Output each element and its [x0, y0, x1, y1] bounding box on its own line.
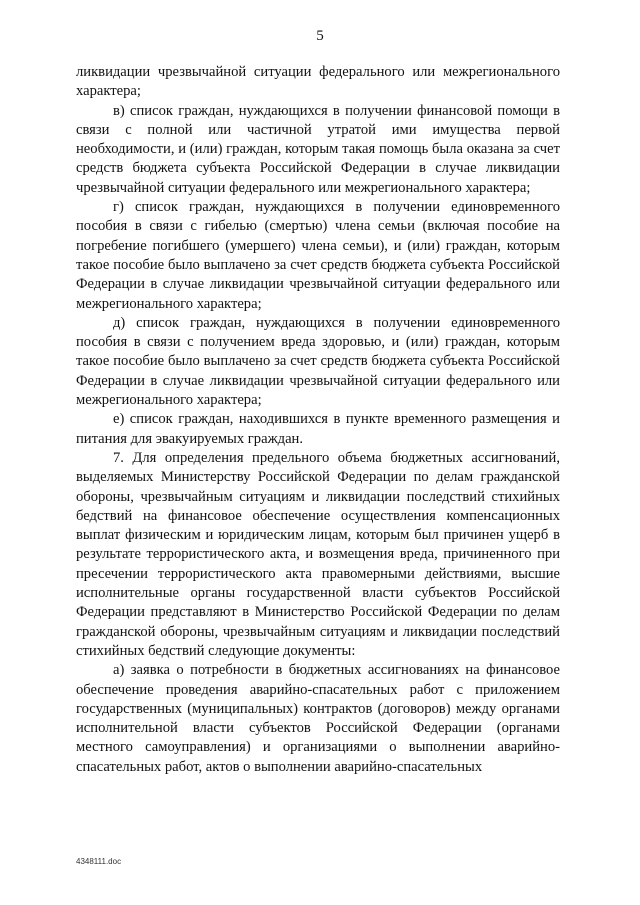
paragraph-item-v: в) список граждан, нуждающихся в получении финансовой помощи в связи с полной или частичной утратой ими имущества первой необходимости, и (или) граждан, которым такая помощь была оказана за счет средств бюджета субъекта Российской Федерации в случае ликвидации чрезвычайной ситуации федерального или межрегионального характера;: [76, 102, 560, 196]
document-body: [76, 63, 560, 777]
document-filename-footer: 4348111.doc: [76, 857, 122, 866]
paragraph-item-g: г) список граждан, нуждающихся в получении единовременного пособия в связи с гибелью (смертью) члена семьи (включая пособие на погребение погибшего (умершего) члена семьи), и (или) граждан, которым такое пособие было выплачено за счет средств бюджета субъекта Российской Федерации в случае ликвидации чрезвычайной ситуации федерального или межрегионального характера;: [76, 199, 560, 312]
paragraph-item-e: е) список граждан, находившихся в пункте временного размещения и питания для эвакуируемых граждан.: [76, 411, 560, 447]
paragraph-item-a: а) заявка о потребности в бюджетных ассигнованиях на финансовое обеспечение проведения аварийно-спасательных работ с приложением государственных (муниципальных) контрактов (договоров) между органами исполнительной власти субъектов Российской Федерации (органами местного самоуправления) и организациями о выполнении аварийно-спасательных работ, актов о выполнении аварийно-спасательных: [76, 662, 560, 775]
paragraph-item-d: д) список граждан, нуждающихся в получении единовременного пособия в связи с получением вреда здоровью, и (или) граждан, которым такое пособие было выплачено за счет средств бюджета субъекта Российской Федерации в случае ликвидации чрезвычайной ситуации федерального или межрегионального характера;: [76, 314, 560, 409]
paragraph-continuation: ликвидации чрезвычайной ситуации федерального или межрегионального характера;: [76, 64, 560, 100]
page-number: 5: [316, 28, 324, 44]
paragraph-section-7: 7. Для определения предельного объема бюджетных ассигнований, выделяемых Министерству Российской Федерации по делам гражданской обороны, чрезвычайным ситуациям и ликвидации последствий стихийных бедствий на финансовое обеспечение осуществления компенсационных выплат физическим и юридическим лицам, которым был причинен ущерб в результате террористического акта, и возмещения вреда, причиненного при пресечении террористического акта правомерными действиями, высшие исполнительные органы государственной власти субъектов Российской Федерации представляют в Министерство Российской Федерации по делам гражданской обороны, чрезвычайным ситуациям и ликвидации последствий стихийных бедствий следующие документы:: [76, 449, 560, 659]
